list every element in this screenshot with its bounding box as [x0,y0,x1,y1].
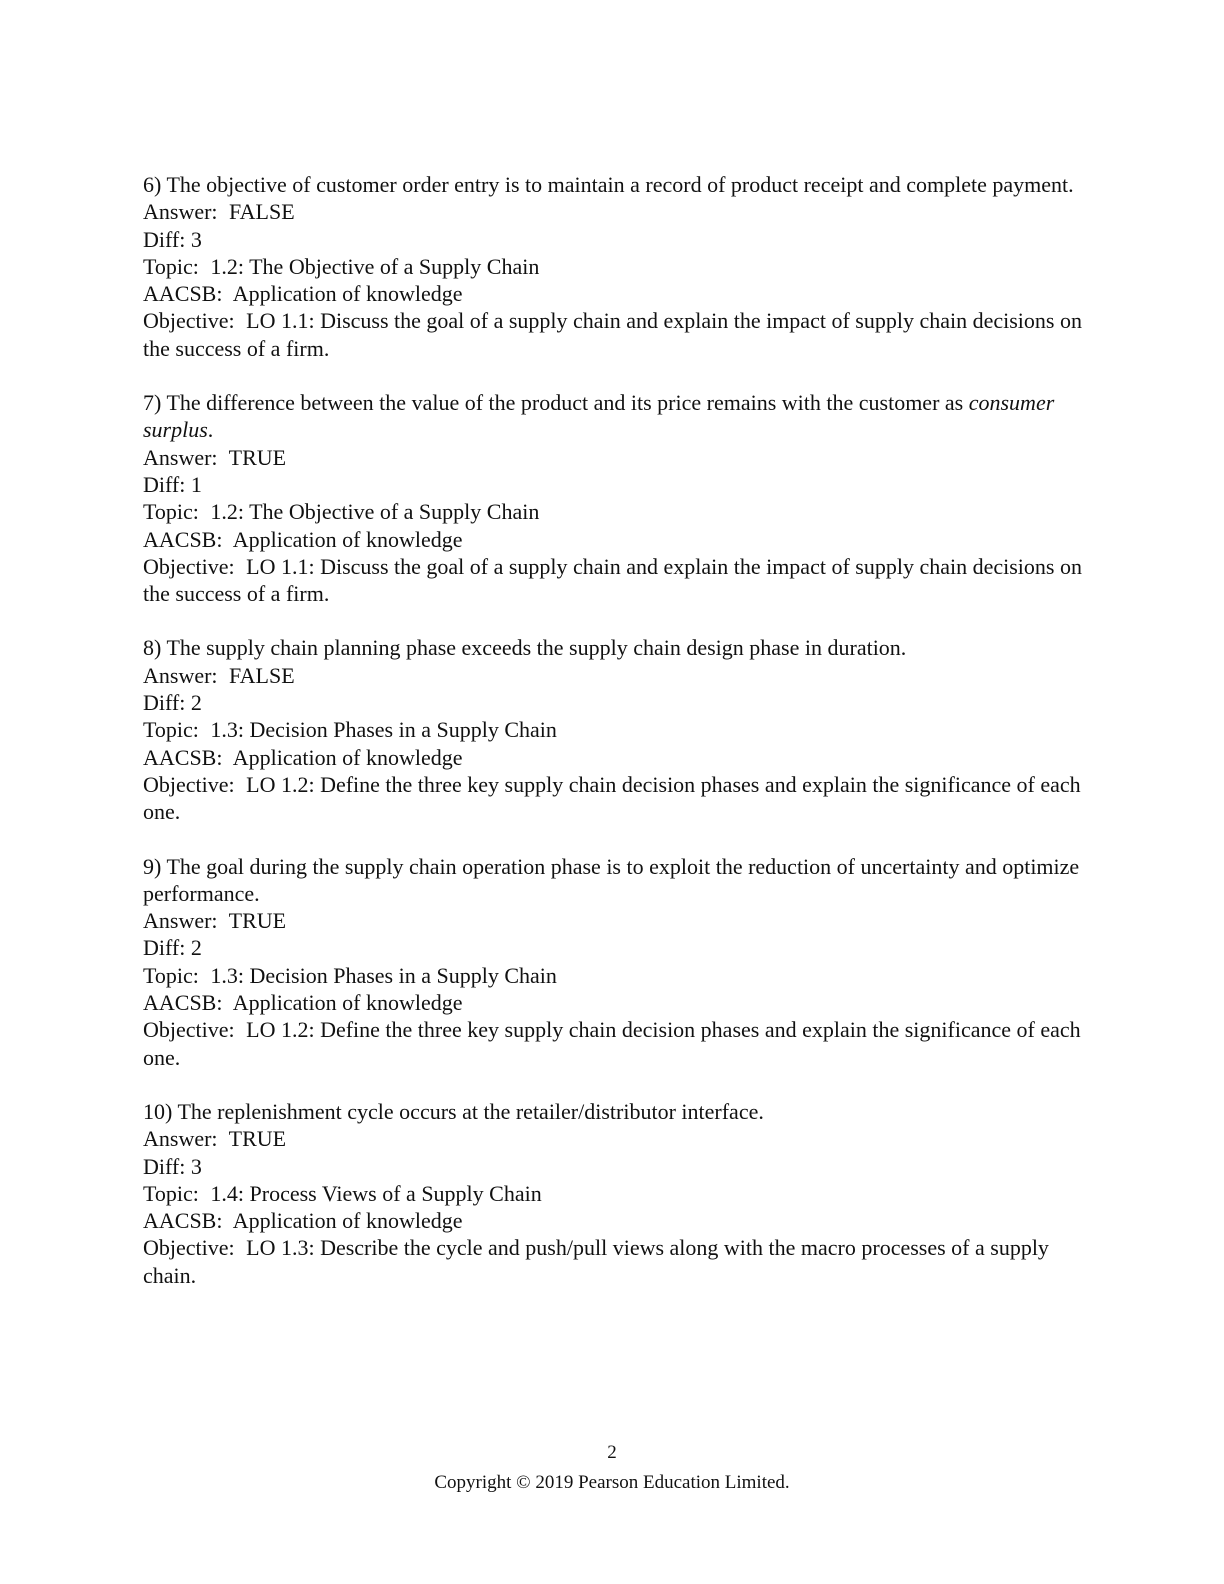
objective-line [143,553,1083,608]
objective-value: LO 1.2: Define the three key supply chain decision phases and explain the significance of each one. [143,771,1081,825]
objective-line [143,1016,1083,1071]
objective-label: Objective: [143,1235,235,1261]
answer-label: Answer: [143,908,218,934]
question-6 [143,171,1083,362]
aacsb-line [143,989,1083,1016]
topic-line [143,253,1083,280]
answer-line [143,662,1083,689]
objective-label: Objective: [143,771,235,797]
page-number: 2 [607,1442,617,1463]
diff-line: Diff: 3 [143,1153,202,1179]
objective-value: LO 1.2: Define the three key supply chain decision phases and explain the significance of each one. [143,1017,1081,1070]
answer-label: Answer: [143,1126,218,1152]
topic-label: Topic: [143,499,199,525]
diff-line: Diff: 2 [143,690,202,716]
question-body: The objective of customer order entry is to maintain a record of product receipt and complete payment. [166,172,1074,197]
topic-label: Topic: [143,962,199,988]
aacsb-line [143,744,1083,771]
question-number: 8) [143,635,162,661]
answer-line [143,1125,1083,1152]
aacsb-value: Application of knowledge [232,1208,463,1234]
topic-label: Topic: [143,1180,199,1206]
question-number: 6) [143,172,162,197]
question-text [143,171,1083,198]
question-7 [143,389,1083,607]
topic-value: 1.2: The Objective of a Supply Chain [210,499,540,525]
aacsb-value: Application of knowledge [232,990,463,1016]
question-8 [143,634,1083,825]
question-number: 10) [143,1098,173,1124]
topic-line [143,498,1083,525]
answer-label: Answer: [143,662,218,688]
objective-label: Objective: [143,1017,235,1043]
objective-value: LO 1.1: Discuss the goal of a supply chain and explain the impact of supply chain decisions on the success of a firm. [143,308,1082,361]
topic-value: 1.4: Process Views of a Supply Chain [210,1180,542,1206]
answer-label: Answer: [143,199,218,225]
diff-line: Diff: 3 [143,226,202,252]
question-body-end: . [207,417,214,443]
diff-line: Diff: 1 [143,471,202,497]
objective-value: LO 1.1: Discuss the goal of a supply chain and explain the impact of supply chain decisions on the success of a firm. [143,553,1082,607]
aacsb-line [143,1207,1083,1234]
answer-line [143,444,1083,471]
answer-value: TRUE [228,908,287,934]
question-10 [143,1098,1083,1289]
question-text [143,634,1083,661]
diff-line: Diff: 2 [143,935,202,961]
aacsb-value: Application of knowledge [232,281,463,307]
objective-line [143,771,1083,826]
question-text [143,389,1083,444]
question-text [143,1098,1083,1125]
question-body: The difference between the value of the product and its price remains with the customer as [166,390,964,416]
question-body: The supply chain planning phase exceeds the supply chain design phase in duration. [166,635,907,661]
topic-value: 1.3: Decision Phases in a Supply Chain [210,962,557,988]
topic-label: Topic: [143,717,199,743]
aacsb-label: AACSB: [143,281,223,307]
answer-label: Answer: [143,444,218,470]
objective-value: LO 1.3: Describe the cycle and push/pull views along with the macro processes of a supply chain. [143,1235,1049,1288]
aacsb-label: AACSB: [143,990,223,1016]
aacsb-value: Application of knowledge [232,526,463,552]
objective-label: Objective: [143,553,235,579]
answer-value: TRUE [228,444,287,470]
question-number: 9) [143,853,162,879]
topic-label: Topic: [143,253,199,279]
aacsb-line [143,526,1083,553]
answer-value: TRUE [228,1126,287,1152]
topic-line [143,716,1083,743]
question-body: The goal during the supply chain operation phase is to exploit the reduction of uncertainty and optimize performance. [143,853,1080,906]
aacsb-line [143,280,1083,307]
question-9 [143,853,1083,1071]
aacsb-value: Application of knowledge [232,744,463,770]
topic-line [143,1180,1083,1207]
objective-label: Objective: [143,308,235,334]
answer-line [143,907,1083,934]
copyright-notice: Copyright © 2019 Pearson Education Limited. [434,1472,790,1493]
aacsb-label: AACSB: [143,1208,223,1234]
question-body: The replenishment cycle occurs at the retailer/distributor interface. [177,1098,764,1124]
page-content [143,171,1083,1316]
answer-line [143,198,1083,225]
answer-value: FALSE [229,199,295,225]
topic-value: 1.2: The Objective of a Supply Chain [210,253,540,279]
aacsb-label: AACSB: [143,744,223,770]
topic-value: 1.3: Decision Phases in a Supply Chain [210,717,557,743]
objective-line [143,1234,1083,1289]
aacsb-label: AACSB: [143,526,223,552]
question-text [143,853,1083,908]
question-italic-term: consumer surplus [143,390,1055,443]
topic-line [143,962,1083,989]
answer-value: FALSE [229,662,295,688]
objective-line [143,307,1083,362]
question-number: 7) [143,390,162,416]
